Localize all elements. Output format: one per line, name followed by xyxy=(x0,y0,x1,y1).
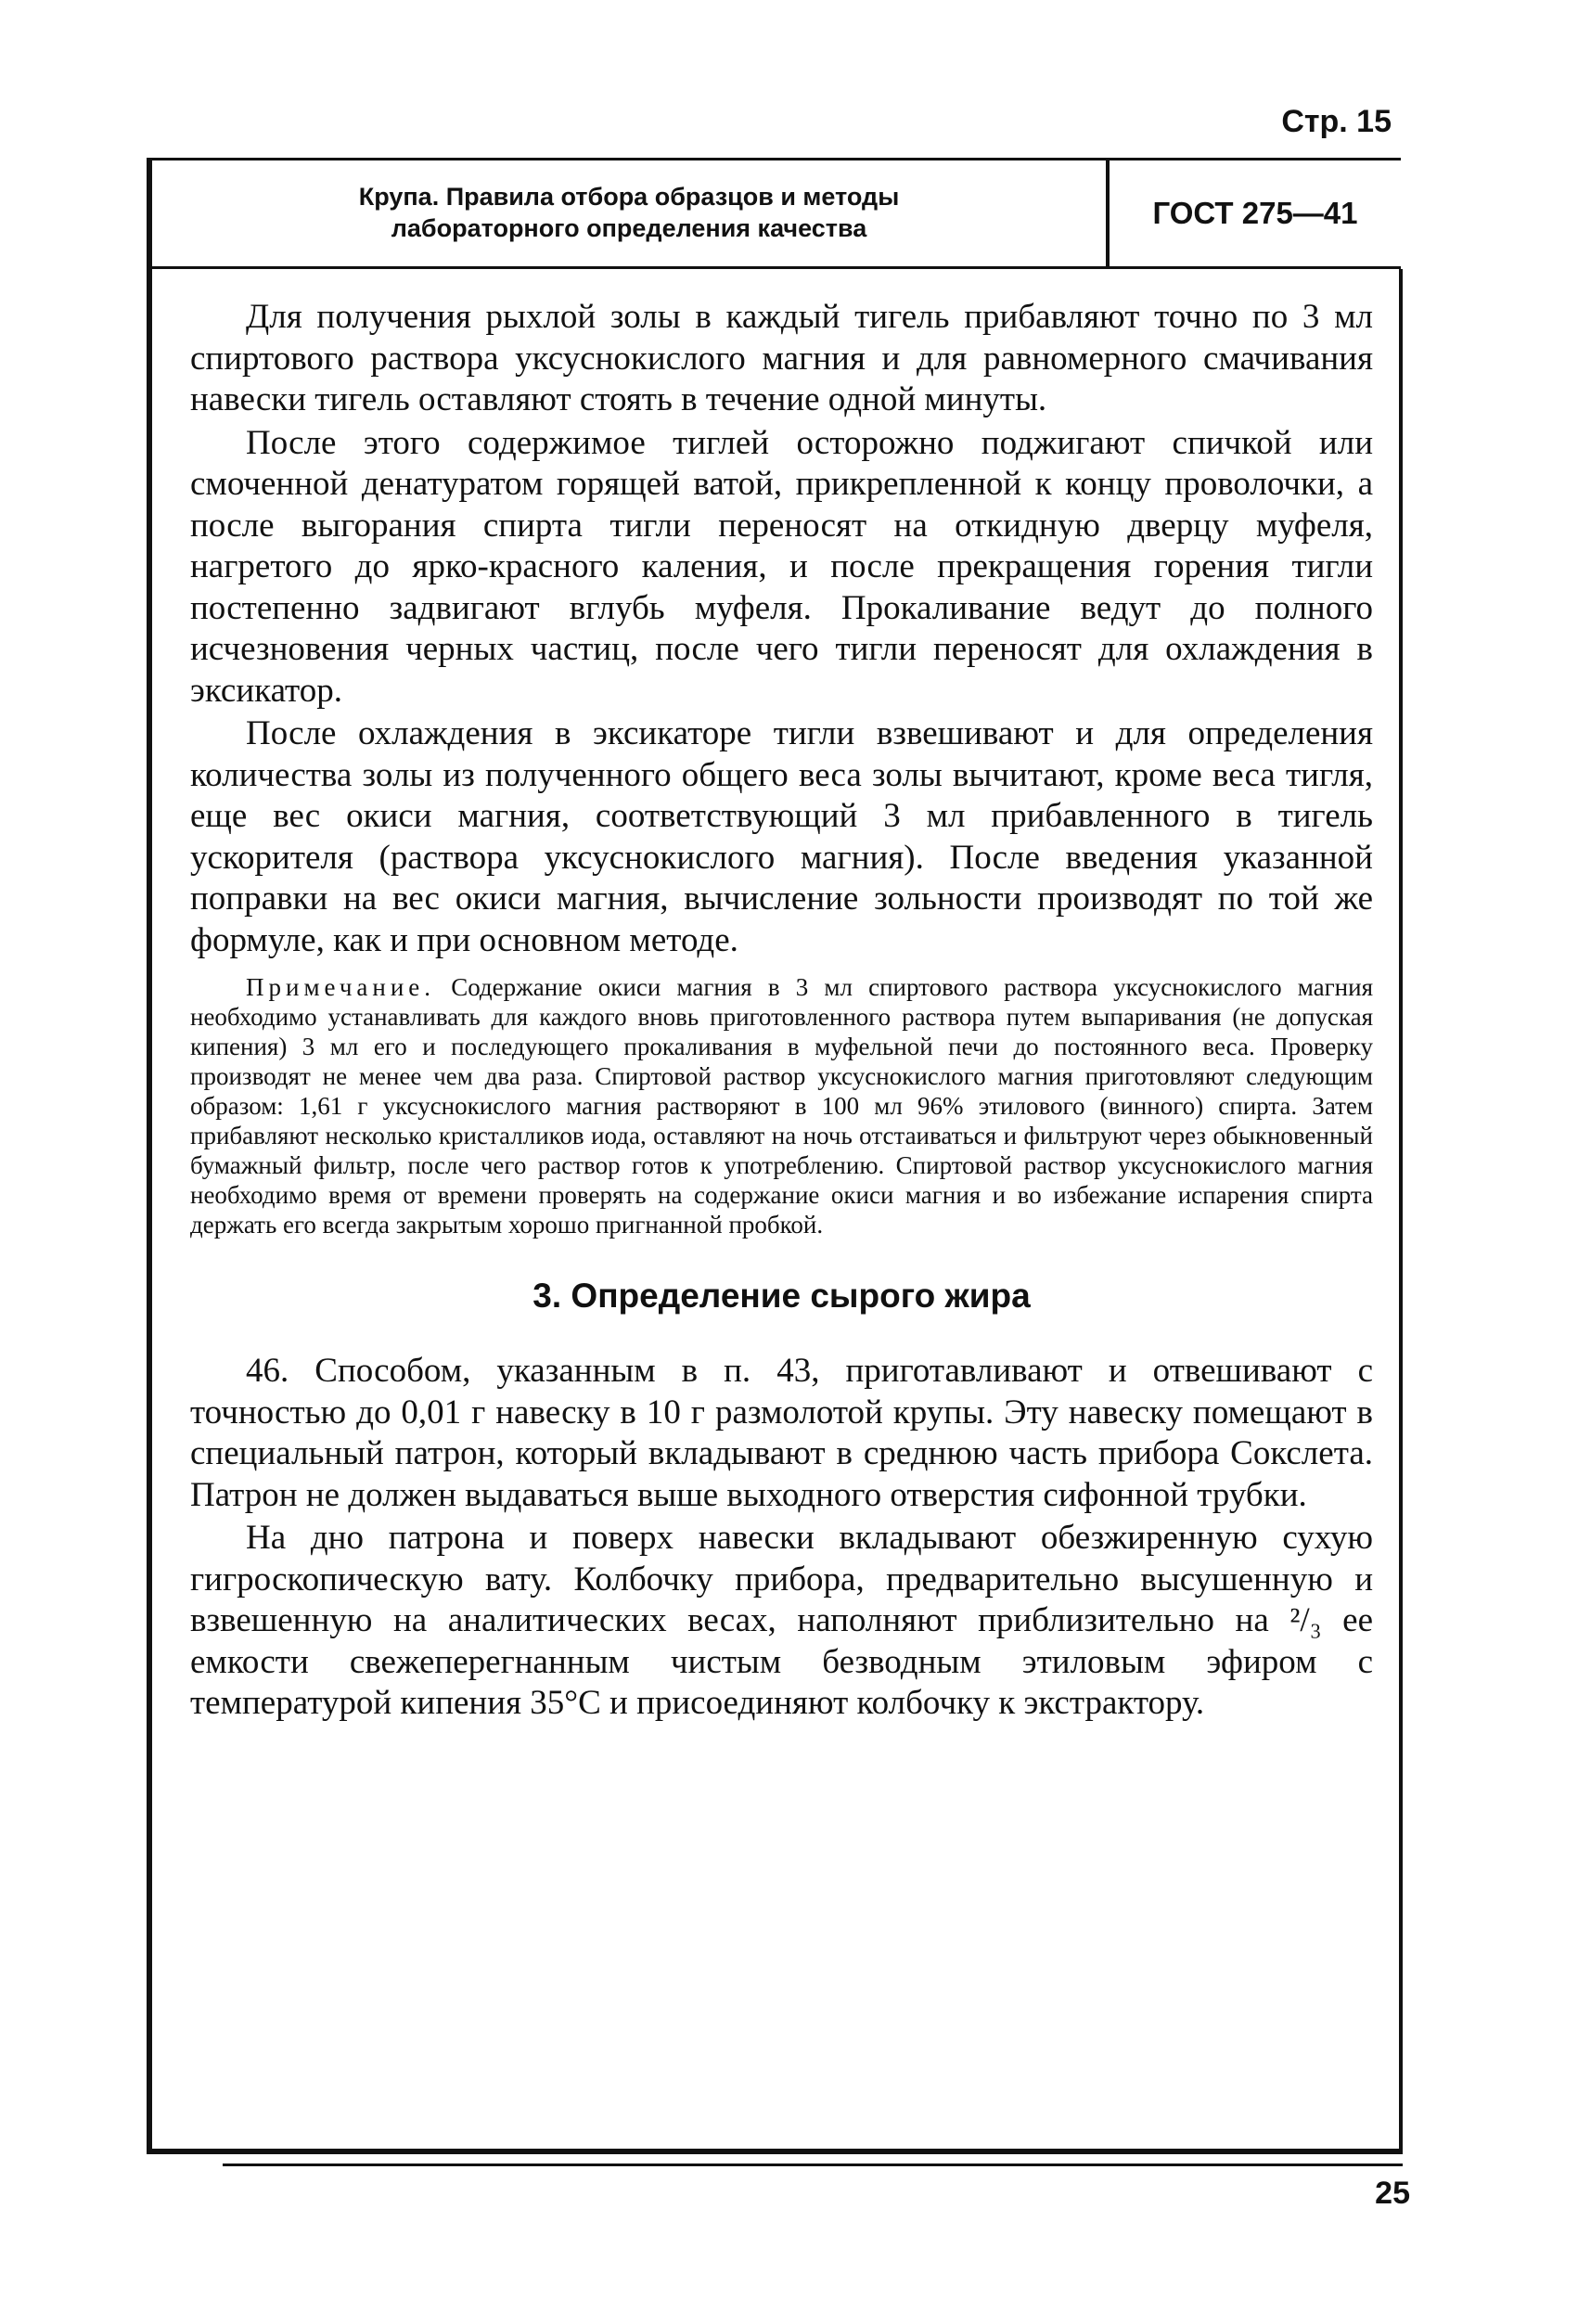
page-body xyxy=(190,297,1373,1727)
frame-right-border xyxy=(1399,269,1403,2152)
header-title-line-1: Крупа. Правила отбора образцов и методы xyxy=(358,183,900,212)
frame-left-border xyxy=(147,158,152,2152)
paragraph: После охлаждения в эксикаторе тигли взвешивают и для определения количества золы из полученного общего веса золы вычитают, кроме веса тигля, еще вес окиси магния, соответствующий 3 мл прибавленного в тигель ускорителя (раствора уксуснокислого магния). После введения указанной поправки на вес окиси магния, вычисление зольности производят по той же формуле, как и при основном методе. xyxy=(190,714,1373,959)
section-title: 3. Определение сырого жира xyxy=(532,1277,1031,1315)
frame-bottom-border xyxy=(147,2149,1403,2154)
page-label: Стр. 15 xyxy=(1281,104,1392,139)
section-paragraph: На дно патрона и поверх навески вкладывают обезжиренную сухую гигроскопическую вату. Колбочку прибора, предварительно высушенную и взвешенную на аналитических весах, наполняют приблизительно на ²/₃ ее емкости свежеперегнанным чистым безводным этиловым эфиром с температурой кипения 35°С и присоединяют колбочку к экстрактору. xyxy=(190,1519,1373,1722)
paragraph: Для получения рыхлой золы в каждый тигель прибавляют точно по 3 мл спиртового раствора уксуснокислого магния и для равномерного смачивания навески тигель оставляют стоять в течение одной минуты. xyxy=(190,298,1373,418)
document-header xyxy=(147,158,1401,269)
note-block xyxy=(190,972,1373,1239)
frame-bottom-rule xyxy=(223,2164,1403,2166)
header-title-line-2: лабораторного определения качества xyxy=(391,214,867,242)
sheet-number: 25 xyxy=(1375,2176,1410,2211)
section-paragraph: 46. Способом, указанным в п. 43, приготавливают и отвешивают с точностью до 0,01 г навеску в 10 г размолотой крупы. Эту навеску помещают в специальный патрон, который вкладывают в среднюю часть прибора Сокслета. Патрон не должен выдаваться выше выходного отверстия сифонной трубки. xyxy=(190,1352,1373,1514)
standard-number: ГОСТ 275—41 xyxy=(1152,196,1358,230)
note-text: Содержание окиси магния в 3 мл спиртового раствора уксуснокислого магния необходимо устанавливать для каждого вновь приготовленного раствора путем выпаривания (не допуская кипения) 3 мл его и последующего прокаливания в муфельной печи до постоянного веса. Проверку производят не менее чем два раза. Спиртовой раствор уксуснокислого магния приготовляют следующим образом: 1,61 г уксуснокислого магния растворяют в 100 мл 96% этилового (винного) спирта. Затем прибавляют несколько кристалликов иода, оставляют на ночь отстаиваться и фильтруют через обыкновенный бумажный фильтр, после чего раствор готов к употреблению. Спиртовой раствор уксуснокислого магния необходимо время от времени проверять на содержание окиси магния и во избежание испарения спирта держать его всегда закрытым хорошо пригнанной пробкой. xyxy=(190,973,1373,1239)
note-lead: Примечание. xyxy=(246,973,436,1001)
paragraph: После этого содержимое тиглей осторожно поджигают спичкой или смоченной денатуратом горящей ватой, прикрепленной к концу проволочки, а после выгорания спирта тигли переносят на откидную дверцу муфеля, нагретого до ярко-красного каления, и после прекращения горения тигли постепенно задвигают вглубь муфеля. Прокаливание ведут до полного исчезновения черных частиц, после чего тигли переносят для охлаждения в эксикатор. xyxy=(190,423,1373,710)
header-title xyxy=(152,160,1110,266)
